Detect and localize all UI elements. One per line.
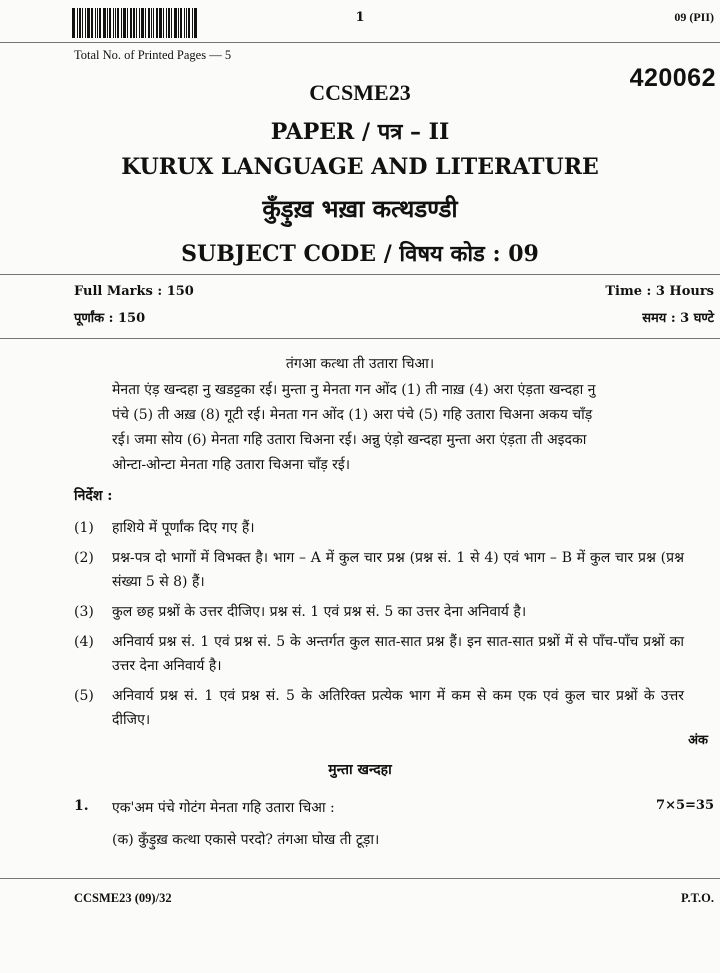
footer-pto: P.T.O. <box>681 891 714 905</box>
instruction-text: अनिवार्य प्रश्न सं. 1 एवं प्रश्न सं. 5 के अन्तर्गत कुल सात-सात प्रश्न हैं। इन सात-सात प्रश्नों में से पाँच-पाँच प्रश्नों का उत्तर देना अनिवार्य है। <box>112 634 684 674</box>
title-divider <box>0 274 720 275</box>
exam-code: CCSME23 <box>309 80 411 105</box>
footer-code: CCSME23 (09)/32 <box>74 891 172 905</box>
time-hi: समय : 3 घण्टे <box>642 311 714 326</box>
intro-title: तंगआ कत्था ती उतारा चिआ। <box>285 356 435 372</box>
instructions-heading: निर्देश : <box>74 488 113 504</box>
intro-line: पंचे (5) ती अख़ (8) गूटी रई। मेनता गन ओंद (1) अरा पंचे (5) गहि उतारा चिअना अकय चाँड़ <box>112 407 593 423</box>
marks-divider <box>0 338 720 339</box>
question-marks: 7×5=35 <box>656 798 714 813</box>
instruction-number: (5) <box>74 688 94 704</box>
paper-title: PAPER / पत्र – II <box>270 119 450 145</box>
printed-pages: Total No. of Printed Pages — 5 <box>74 48 232 62</box>
sub-question-a: (क) कुँड़ुख़ कत्था एकासे परदो? तंगआ घोख ती टूड़ा। <box>112 832 380 848</box>
time-en: Time : 3 Hours <box>605 284 714 299</box>
section-title: मुन्ता खन्दहा <box>328 762 392 778</box>
intro-line: ओन्टा-ओन्टा मेनता गहि उतारा चिअना चाँड़ रई। <box>112 457 351 473</box>
intro-line: मेनता एंड़ खन्दहा नु खडट्टका रई। मुन्ता नु मेनता गन ओंद (1) ती नाख़ (4) अरा एंड़ता खन्दहा नु <box>112 382 596 398</box>
intro-paragraph <box>112 378 684 478</box>
full-marks-en: Full Marks : 150 <box>74 284 194 299</box>
footer-divider <box>0 878 720 879</box>
page-number: 1 <box>355 10 365 25</box>
subject-code: SUBJECT CODE / विषय कोड : 09 <box>181 241 539 267</box>
instruction-text: हाशिये में पूर्णांक दिए गए हैं। <box>112 520 255 536</box>
instruction-text: अनिवार्य प्रश्न सं. 1 एवं प्रश्न सं. 5 के अतिरिक्त प्रत्येक भाग में कम से कम एक एवं कुल चार प्रश्नों के उत्तर दीजिए। <box>112 688 684 728</box>
paper-code: 09 (PII) <box>674 10 714 24</box>
serial-number: 420062 <box>629 64 716 92</box>
subject-title: KURUX LANGUAGE AND LITERATURE <box>121 154 599 180</box>
instruction-text: प्रश्न-पत्र दो भागों में विभक्त है। भाग – A में कुल चार प्रश्न (प्रश्न सं. 1 से 4) एवं भाग – B में कुल चार प्रश्न (प्रश्न संख्या 5 से 8) हैं। <box>112 550 684 590</box>
instruction-number: (1) <box>74 520 94 536</box>
subject-title-local: कुँड़ुख़ भख़ा कत्थडण्डी <box>262 194 458 223</box>
intro-line: रई। जमा सोय (6) मेनता गहि उतारा चिअना रई। अन्नु एंड़ो खन्दहा मुन्ता अरा एंड़ता ती अइदका <box>112 432 587 448</box>
instruction-number: (2) <box>74 550 94 566</box>
instruction-number: (4) <box>74 634 94 650</box>
marks-column-label: अंक <box>688 733 708 748</box>
instruction-item <box>74 516 684 540</box>
full-marks-hi: पूर्णांक : 150 <box>74 311 146 326</box>
instruction-item <box>74 546 684 594</box>
top-divider <box>0 42 720 43</box>
question-text: एक'अम पंचे गोटंग मेनता गहि उतारा चिआ : <box>112 800 335 816</box>
question-number: 1. <box>74 798 89 814</box>
instruction-item <box>74 684 684 732</box>
instruction-item <box>74 600 684 624</box>
instruction-text: कुल छह प्रश्नों के उत्तर दीजिए। प्रश्न सं. 1 एवं प्रश्न सं. 5 का उत्तर देना अनिवार्य है। <box>112 604 527 620</box>
instruction-number: (3) <box>74 604 94 620</box>
instruction-item <box>74 630 684 678</box>
